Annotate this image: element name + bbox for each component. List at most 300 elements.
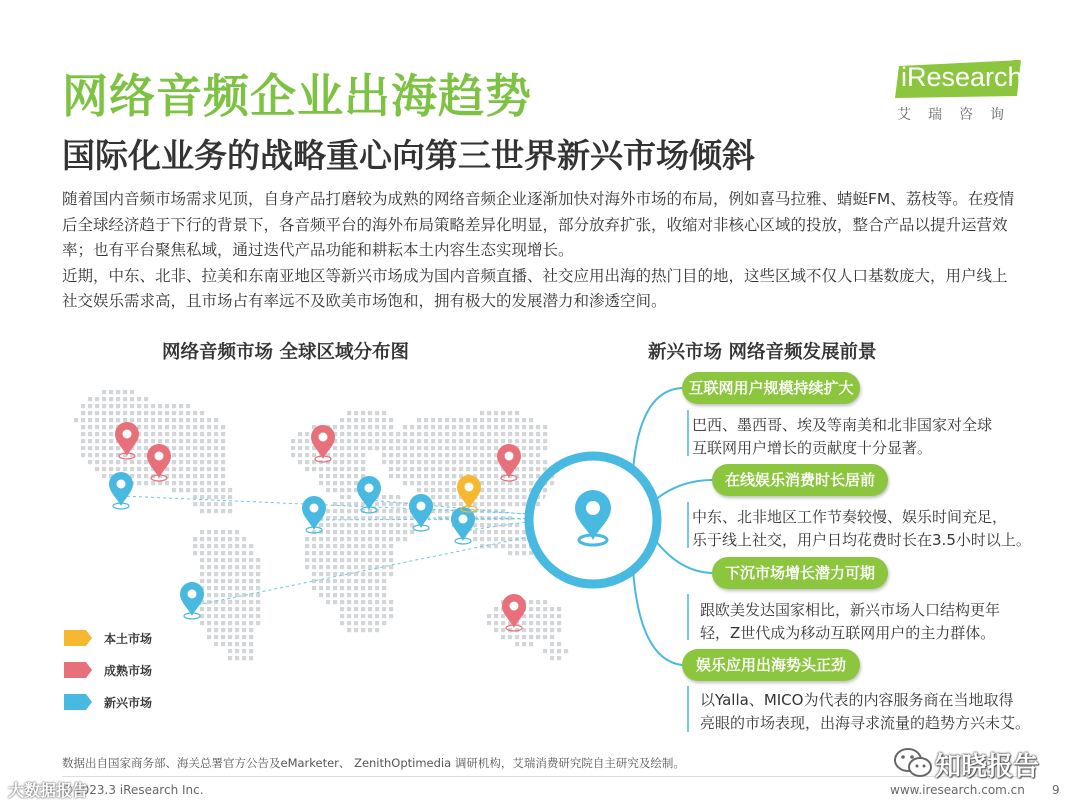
map-dot xyxy=(480,523,484,527)
map-dot xyxy=(221,607,225,611)
map-dot xyxy=(459,418,463,422)
map-dot xyxy=(508,544,512,548)
map-dot xyxy=(214,607,218,611)
map-dot xyxy=(193,460,197,464)
central-hub xyxy=(529,456,657,584)
map-dot xyxy=(522,432,526,436)
map-dot xyxy=(389,418,393,422)
map-dot xyxy=(480,495,484,499)
map-dot xyxy=(466,439,470,443)
location-pin-icon xyxy=(575,490,611,545)
map-dot xyxy=(102,397,106,401)
map-dot xyxy=(235,579,239,583)
map-dot xyxy=(326,474,330,478)
map-dot xyxy=(494,481,498,485)
map-dot xyxy=(214,488,218,492)
map-dot xyxy=(382,502,386,506)
map-dot xyxy=(515,411,519,415)
map-dot xyxy=(172,446,176,450)
page-number: 9 xyxy=(1052,783,1060,797)
map-dot xyxy=(109,404,113,408)
map-dot xyxy=(368,425,372,429)
map-dot xyxy=(81,404,85,408)
map-dot xyxy=(382,453,386,457)
map-dot xyxy=(144,418,148,422)
map-dot xyxy=(228,502,232,506)
map-dot xyxy=(165,411,169,415)
map-dot xyxy=(109,453,113,457)
map-dot xyxy=(375,579,379,583)
map-dot xyxy=(242,572,246,576)
map-dot xyxy=(396,495,400,499)
map-dot xyxy=(354,502,358,506)
watermark-right: 知晓报告 xyxy=(935,752,1040,782)
map-dot xyxy=(228,628,232,632)
map-dot xyxy=(214,439,218,443)
map-dot xyxy=(375,558,379,562)
map-dot xyxy=(459,439,463,443)
map-dot xyxy=(256,558,260,562)
map-dot xyxy=(396,530,400,534)
map-dot xyxy=(207,593,211,597)
map-dot xyxy=(375,411,379,415)
map-dot xyxy=(389,600,393,604)
map-dot xyxy=(508,439,512,443)
map-dot xyxy=(151,425,155,429)
map-dot xyxy=(193,544,197,548)
map-dot xyxy=(445,502,449,506)
map-dot xyxy=(228,621,232,625)
map-dot xyxy=(256,614,260,618)
map-dot xyxy=(480,537,484,541)
map-dot xyxy=(382,523,386,527)
map-dot xyxy=(494,607,498,611)
map-dot xyxy=(361,523,365,527)
map-dot xyxy=(403,530,407,534)
map-dot xyxy=(340,551,344,555)
map-dot xyxy=(375,628,379,632)
map-dot xyxy=(480,453,484,457)
map-dot xyxy=(214,614,218,618)
map-dot xyxy=(340,600,344,604)
map-dot xyxy=(151,411,155,415)
map-dot xyxy=(424,481,428,485)
map-dot xyxy=(550,642,554,646)
map-dot xyxy=(431,446,435,450)
map-dot xyxy=(228,544,232,548)
map-dot xyxy=(347,432,351,436)
map-dot xyxy=(319,537,323,541)
map-dot xyxy=(403,453,407,457)
map-dot xyxy=(144,397,148,401)
map-dot xyxy=(431,481,435,485)
map-dot xyxy=(382,607,386,611)
map-dot xyxy=(438,425,442,429)
map-dot xyxy=(529,432,533,436)
map-dot xyxy=(368,565,372,569)
map-dot xyxy=(193,495,197,499)
map-dot xyxy=(102,439,106,443)
map-dot xyxy=(396,460,400,464)
map-dot xyxy=(249,621,253,625)
map-dot xyxy=(501,425,505,429)
map-dot xyxy=(214,537,218,541)
map-dot xyxy=(256,593,260,597)
map-dot xyxy=(109,439,113,443)
map-dot xyxy=(235,642,239,646)
map-dot xyxy=(193,551,197,555)
footer-divider xyxy=(62,776,1022,777)
map-dot xyxy=(249,656,253,660)
map-dot xyxy=(249,586,253,590)
map-dot xyxy=(312,537,316,541)
map-dot xyxy=(445,509,449,513)
map-dot xyxy=(522,446,526,450)
map-dot xyxy=(319,474,323,478)
map-dot xyxy=(354,628,358,632)
map-dot xyxy=(361,558,365,562)
map-dot xyxy=(249,579,253,583)
prospect-pill-lower-tier: 下沉市场增长潜力可期 xyxy=(712,557,888,589)
map-dot xyxy=(102,411,106,415)
map-dot xyxy=(340,446,344,450)
map-dot xyxy=(396,523,400,527)
map-dot xyxy=(529,474,533,478)
map-dot xyxy=(424,453,428,457)
map-dot xyxy=(221,565,225,569)
map-dot xyxy=(536,460,540,464)
map-dot xyxy=(312,551,316,555)
map-dot xyxy=(459,453,463,457)
map-dot xyxy=(375,418,379,422)
map-dot xyxy=(179,460,183,464)
map-dot xyxy=(186,446,190,450)
map-dot xyxy=(95,418,99,422)
map-dot xyxy=(102,460,106,464)
map-dot xyxy=(396,509,400,513)
map-dot xyxy=(389,565,393,569)
desc-line: 中东、北非地区工作节奏较慢、娱乐时间充足， xyxy=(692,508,1008,526)
map-dot xyxy=(193,425,197,429)
map-dot xyxy=(459,460,463,464)
map-dot xyxy=(424,460,428,464)
map-dot xyxy=(403,537,407,541)
map-dot xyxy=(193,481,197,485)
map-dot xyxy=(550,481,554,485)
map-dot xyxy=(165,425,169,429)
map-dot xyxy=(480,474,484,478)
intro-paragraph: 随着国内音频市场需求见顶，自身产品打磨较为成熟的网络音频企业逐渐加快对海外市场的布局，例如喜马拉雅、蜻蜓FM、荔枝等。在疫情后全球经济趋于下行的背景下，各音频平台的海外布局策略差异化明显，部分放弃扩张，收缩对非核心区域的投放，整合产品以提升运营效率；也有平台聚焦私域，通过迭代产品功能和耕耘本土内容生态实现增长。 xyxy=(62,190,1015,259)
map-dot xyxy=(340,418,344,422)
map-dot xyxy=(536,502,540,506)
map-dot xyxy=(361,572,365,576)
map-dot xyxy=(193,488,197,492)
map-dot xyxy=(410,432,414,436)
map-dot xyxy=(375,446,379,450)
map-dot xyxy=(452,502,456,506)
map-dot xyxy=(186,432,190,436)
intro-paragraph: 近期，中东、北非、拉美和东南亚地区等新兴市场成为国内音频直播、社交应用出海的热门目的地，这些区域不仅人口基数庞大，用户线上社交娱乐需求高，且市场占有率远不及欧美市场饱和，拥有极大的发展潜力和渗透空间。 xyxy=(62,266,1008,310)
map-dot xyxy=(417,432,421,436)
map-dot xyxy=(361,446,365,450)
map-dot xyxy=(249,551,253,555)
map-dot xyxy=(207,558,211,562)
map-dot xyxy=(501,432,505,436)
map-dot xyxy=(522,418,526,422)
map-dot xyxy=(375,530,379,534)
map-dot xyxy=(375,621,379,625)
map-dot xyxy=(179,418,183,422)
map-dot xyxy=(116,446,120,450)
map-dot xyxy=(81,425,85,429)
map-dot xyxy=(123,397,127,401)
map-dot xyxy=(557,642,561,646)
desc-line: 轻，Z世代成为移动互联网用户的主力群体。 xyxy=(700,624,996,642)
map-dot xyxy=(340,439,344,443)
map-dot xyxy=(361,418,365,422)
map-dot xyxy=(529,621,533,625)
map-dot xyxy=(480,509,484,513)
map-dot xyxy=(515,642,519,646)
map-dot xyxy=(137,404,141,408)
map-dot xyxy=(487,502,491,506)
map-dot xyxy=(354,551,358,555)
map-dot xyxy=(137,474,141,478)
map-dot xyxy=(88,411,92,415)
map-dot xyxy=(305,551,309,555)
legend-label: 本土市场 xyxy=(104,632,153,646)
map-dot xyxy=(382,558,386,562)
map-dot xyxy=(347,530,351,534)
map-dot xyxy=(340,621,344,625)
map-dot xyxy=(249,642,253,646)
map-dot xyxy=(438,502,442,506)
map-dot xyxy=(347,467,351,471)
map-dot xyxy=(298,432,302,436)
map-dot xyxy=(536,607,540,611)
map-dot xyxy=(95,446,99,450)
map-dot xyxy=(501,495,505,499)
map-dot xyxy=(319,558,323,562)
map-dot xyxy=(389,425,393,429)
map-dot xyxy=(389,537,393,541)
map-dot xyxy=(340,425,344,429)
map-dot xyxy=(319,572,323,576)
legend-swatch-icon xyxy=(62,662,92,678)
map-dot xyxy=(389,607,393,611)
map-dot xyxy=(382,411,386,415)
map-dot xyxy=(305,467,309,471)
map-dot xyxy=(137,453,141,457)
website-link[interactable]: www.iresearch.com.cn xyxy=(890,783,1025,797)
map-dot xyxy=(494,446,498,450)
map-dot xyxy=(235,537,239,541)
map-dot xyxy=(333,600,337,604)
map-dot xyxy=(550,656,554,660)
map-dot xyxy=(543,446,547,450)
map-dot xyxy=(186,404,190,408)
map-dot xyxy=(214,572,218,576)
map-dot xyxy=(333,474,337,478)
map-dot xyxy=(515,544,519,548)
map-dot xyxy=(144,404,148,408)
map-dot xyxy=(340,607,344,611)
copyright: ©2023.3 iResearch Inc. xyxy=(62,783,204,797)
map-dot xyxy=(326,523,330,527)
map-dot xyxy=(417,418,421,422)
map-dot xyxy=(137,411,141,415)
logo-text: iResearch xyxy=(901,62,1023,92)
map-dot xyxy=(403,467,407,471)
map-dot xyxy=(207,453,211,457)
map-dot xyxy=(172,439,176,443)
map-dot xyxy=(200,502,204,506)
map-dot xyxy=(354,600,358,604)
map-dot xyxy=(95,467,99,471)
map-dot xyxy=(305,544,309,548)
map-dot xyxy=(347,579,351,583)
map-dot xyxy=(193,537,197,541)
map-dot xyxy=(207,488,211,492)
map-dot xyxy=(242,579,246,583)
map-dot xyxy=(221,474,225,478)
map-dot xyxy=(557,607,561,611)
map-dot xyxy=(109,446,113,450)
map-dot xyxy=(256,579,260,583)
map-dot xyxy=(305,537,309,541)
map-dot xyxy=(501,523,505,527)
map-dot xyxy=(340,523,344,527)
map-dot xyxy=(207,544,211,548)
map-dot xyxy=(522,628,526,632)
map-dot xyxy=(452,460,456,464)
map-dot xyxy=(522,453,526,457)
map-dot xyxy=(382,572,386,576)
map-dot xyxy=(312,586,316,590)
map-dot xyxy=(116,467,120,471)
map-dot xyxy=(242,656,246,660)
map-dot xyxy=(431,495,435,499)
map-dot xyxy=(543,635,547,639)
pin-emerging-mexico-icon xyxy=(109,472,133,509)
map-dot xyxy=(347,565,351,569)
map-dot xyxy=(228,488,232,492)
map-dot xyxy=(326,565,330,569)
map-dot xyxy=(473,432,477,436)
map-dot xyxy=(487,495,491,499)
map-dot xyxy=(123,390,127,394)
map-dot xyxy=(235,544,239,548)
map-dot xyxy=(361,460,365,464)
map-dot xyxy=(382,460,386,464)
map-dot xyxy=(529,614,533,618)
map-dot xyxy=(431,439,435,443)
map-dot xyxy=(494,502,498,506)
map-dot xyxy=(249,544,253,548)
map-dot xyxy=(214,642,218,646)
map-dot xyxy=(403,474,407,478)
map-dot xyxy=(221,628,225,632)
map-dot xyxy=(529,481,533,485)
map-dot xyxy=(522,474,526,478)
map-dot xyxy=(235,607,239,611)
map-dot xyxy=(347,488,351,492)
map-dot xyxy=(109,418,113,422)
map-dot xyxy=(235,600,239,604)
map-dot xyxy=(508,502,512,506)
map-dot xyxy=(494,418,498,422)
map-dot xyxy=(473,425,477,429)
map-dot xyxy=(466,453,470,457)
map-dot xyxy=(179,467,183,471)
map-dot xyxy=(354,432,358,436)
map-dot xyxy=(88,425,92,429)
map-dot xyxy=(214,586,218,590)
map-dot xyxy=(487,467,491,471)
map-dot xyxy=(354,614,358,618)
map-dot xyxy=(375,425,379,429)
map-dot xyxy=(501,488,505,492)
map-dot xyxy=(508,418,512,422)
map-dot xyxy=(235,621,239,625)
map-dot xyxy=(165,481,169,485)
map-dot xyxy=(214,481,218,485)
map-dot xyxy=(207,537,211,541)
map-dot xyxy=(228,656,232,660)
map-dot xyxy=(382,495,386,499)
map-dot xyxy=(256,565,260,569)
map-dot xyxy=(466,418,470,422)
map-dot xyxy=(179,411,183,415)
map-dot xyxy=(550,649,554,653)
connector-arc xyxy=(633,570,682,665)
map-dot xyxy=(347,509,351,513)
map-dot xyxy=(172,411,176,415)
map-dot xyxy=(522,481,526,485)
map-dot xyxy=(368,600,372,604)
map-dot xyxy=(333,460,337,464)
map-dot xyxy=(501,439,505,443)
map-dot xyxy=(207,481,211,485)
map-dot xyxy=(515,481,519,485)
map-dot xyxy=(424,425,428,429)
map-dot xyxy=(81,418,85,422)
wechat-icon xyxy=(893,746,933,780)
map-dot xyxy=(333,586,337,590)
map-dot xyxy=(522,642,526,646)
map-dot xyxy=(242,565,246,569)
map-dot xyxy=(347,558,351,562)
map-dot xyxy=(340,460,344,464)
map-dot xyxy=(207,586,211,590)
map-dot xyxy=(151,418,155,422)
map-dot xyxy=(165,439,169,443)
map-dot xyxy=(424,418,428,422)
map-dot xyxy=(480,467,484,471)
map-dot xyxy=(417,488,421,492)
map-dot xyxy=(333,537,337,541)
map-dot xyxy=(543,488,547,492)
map-dot xyxy=(473,453,477,457)
map-dot xyxy=(522,467,526,471)
map-dot xyxy=(207,495,211,499)
map-dot xyxy=(116,411,120,415)
map-dot xyxy=(340,558,344,562)
map-dot xyxy=(354,593,358,597)
map-dot xyxy=(172,467,176,471)
map-dot xyxy=(333,551,337,555)
map-dot xyxy=(200,453,204,457)
